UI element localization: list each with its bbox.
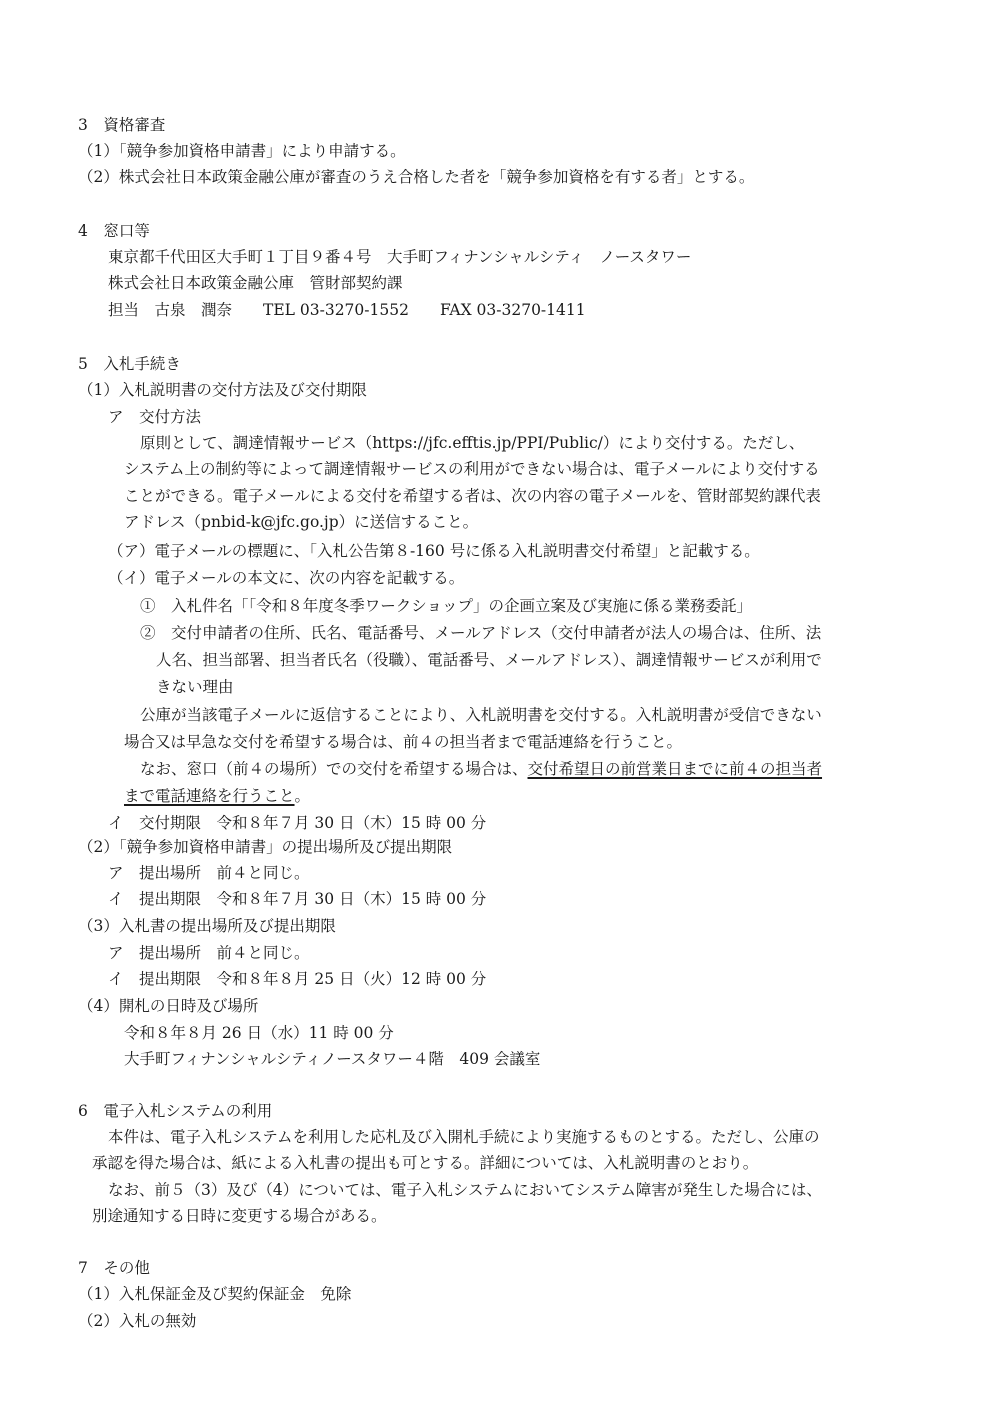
application-deadline: イ 提出期限 令和８年７月 30 日（木）15 時 00 分	[108, 890, 487, 908]
opening-datetime: 令和８年８月 26 日（水）11 時 00 分	[124, 1024, 394, 1042]
section-5-item-2-title: （2）「競争参加資格申請書」の提出場所及び提出期限	[78, 838, 453, 856]
section-5-heading: 5 入札手続き	[78, 355, 181, 373]
section-7-heading: 7 その他	[78, 1259, 150, 1277]
section-5-item-4-title: （4）開札の日時及び場所	[78, 997, 259, 1015]
reply-note: 公庫が当該電子メールに返信することにより、入札説明書を交付する。入札説明書が受信できない	[140, 706, 822, 724]
electronic-bidding-text: なお、前５（3）及び（4）については、電子入札システムにおいてシステム障害が発生した場合には、	[108, 1181, 822, 1199]
email-body-item-1: ① 入札件名「「令和８年度冬季ワークショップ」の企画立案及び実施に係る業務委託」	[140, 597, 752, 615]
reply-note: 場合又は早急な交付を希望する場合は、前４の担当者まで電話連絡を行うこと。	[124, 733, 683, 751]
email-body-item-2: 人名、担当部署、担当者氏名（役職）、電話番号、メールアドレス）、調達情報サービスが利用で	[156, 651, 822, 669]
email-body-instruction: （イ）電子メールの本文に、次の内容を記載する。	[108, 569, 465, 587]
section-5-item-3-title: （3）入札書の提出場所及び提出期限	[78, 917, 336, 935]
delivery-method-text: アドレス（pnbid-k@jfc.go.jp）に送信すること。	[124, 513, 479, 531]
opening-place: 大手町フィナンシャルシティノースタワー４階 409 会議室	[124, 1050, 541, 1068]
electronic-bidding-text: 承認を得た場合は、紙による入札書の提出も可とする。詳細については、入札説明書のとおり。	[92, 1154, 759, 1172]
email-body-item-2: ② 交付申請者の住所、氏名、電話番号、メールアドレス（交付申請者が法人の場合は、住所、法	[140, 624, 822, 642]
counter-note	[140, 757, 822, 781]
office-address: 東京都千代田区大手町１丁目９番４号 大手町フィナンシャルシティ ノースタワー	[108, 248, 692, 266]
office-contact: 担当 古泉 潤奈 TEL 03-3270-1552 FAX 03-3270-1411	[108, 301, 586, 319]
section-3-heading: 3 資格審査	[78, 116, 166, 134]
delivery-deadline: イ 交付期限 令和８年７月 30 日（木）15 時 00 分	[108, 814, 487, 832]
email-body-item-2: きない理由	[156, 678, 234, 696]
delivery-method-text: 原則として、調達情報サービス（https://jfc.efftis.jp/PPI/Public/）により交付する。ただし、	[140, 434, 805, 452]
section-4-heading: 4 窓口等	[78, 222, 150, 240]
counter-note-text: 。	[294, 787, 311, 805]
underlined-text: 交付希望日の前営業日までに前４の担当者	[527, 760, 823, 778]
office-department: 株式会社日本政策金融公庫 管財部契約課	[108, 274, 403, 292]
counter-note-text: なお、窓口（前４の場所）での交付を希望する場合は、	[140, 760, 528, 778]
delivery-method-text: ことができる。電子メールによる交付を希望する者は、次の内容の電子メールを、管財部契約課代表	[124, 487, 821, 505]
bid-place: ア 提出場所 前４と同じ。	[108, 944, 310, 962]
section-3-item-2: （2）株式会社日本政策金融公庫が審査のうえ合格した者を「競争参加資格を有する者」とする。	[78, 168, 755, 186]
underlined-text: まで電話連絡を行うこと	[124, 787, 295, 805]
delivery-method-title: ア 交付方法	[108, 408, 202, 426]
section-6-heading: 6 電子入札システムの利用	[78, 1102, 273, 1120]
application-place: ア 提出場所 前４と同じ。	[108, 864, 310, 882]
section-7-item-2: （2）入札の無効	[78, 1312, 197, 1330]
delivery-method-text: システム上の制約等によって調達情報サービスの利用ができない場合は、電子メールにより交付する	[124, 460, 820, 478]
section-7-item-1: （1）入札保証金及び契約保証金 免除	[78, 1285, 352, 1303]
electronic-bidding-text: 本件は、電子入札システムを利用した応札及び入開札手続により実施するものとする。ただし、公庫の	[108, 1128, 820, 1146]
electronic-bidding-text: 別途通知する日時に変更する場合がある。	[92, 1207, 387, 1225]
bid-deadline: イ 提出期限 令和８年８月 25 日（火）12 時 00 分	[108, 970, 487, 988]
section-5-item-1-title: （1）入札説明書の交付方法及び交付期限	[78, 381, 367, 399]
email-subject-instruction: （ア）電子メールの標題に、「入札公告第８-160 号に係る入札説明書交付希望」と記載する。	[108, 542, 760, 560]
counter-note	[124, 784, 310, 808]
section-3-item-1: （1）「競争参加資格申請書」により申請する。	[78, 142, 406, 160]
